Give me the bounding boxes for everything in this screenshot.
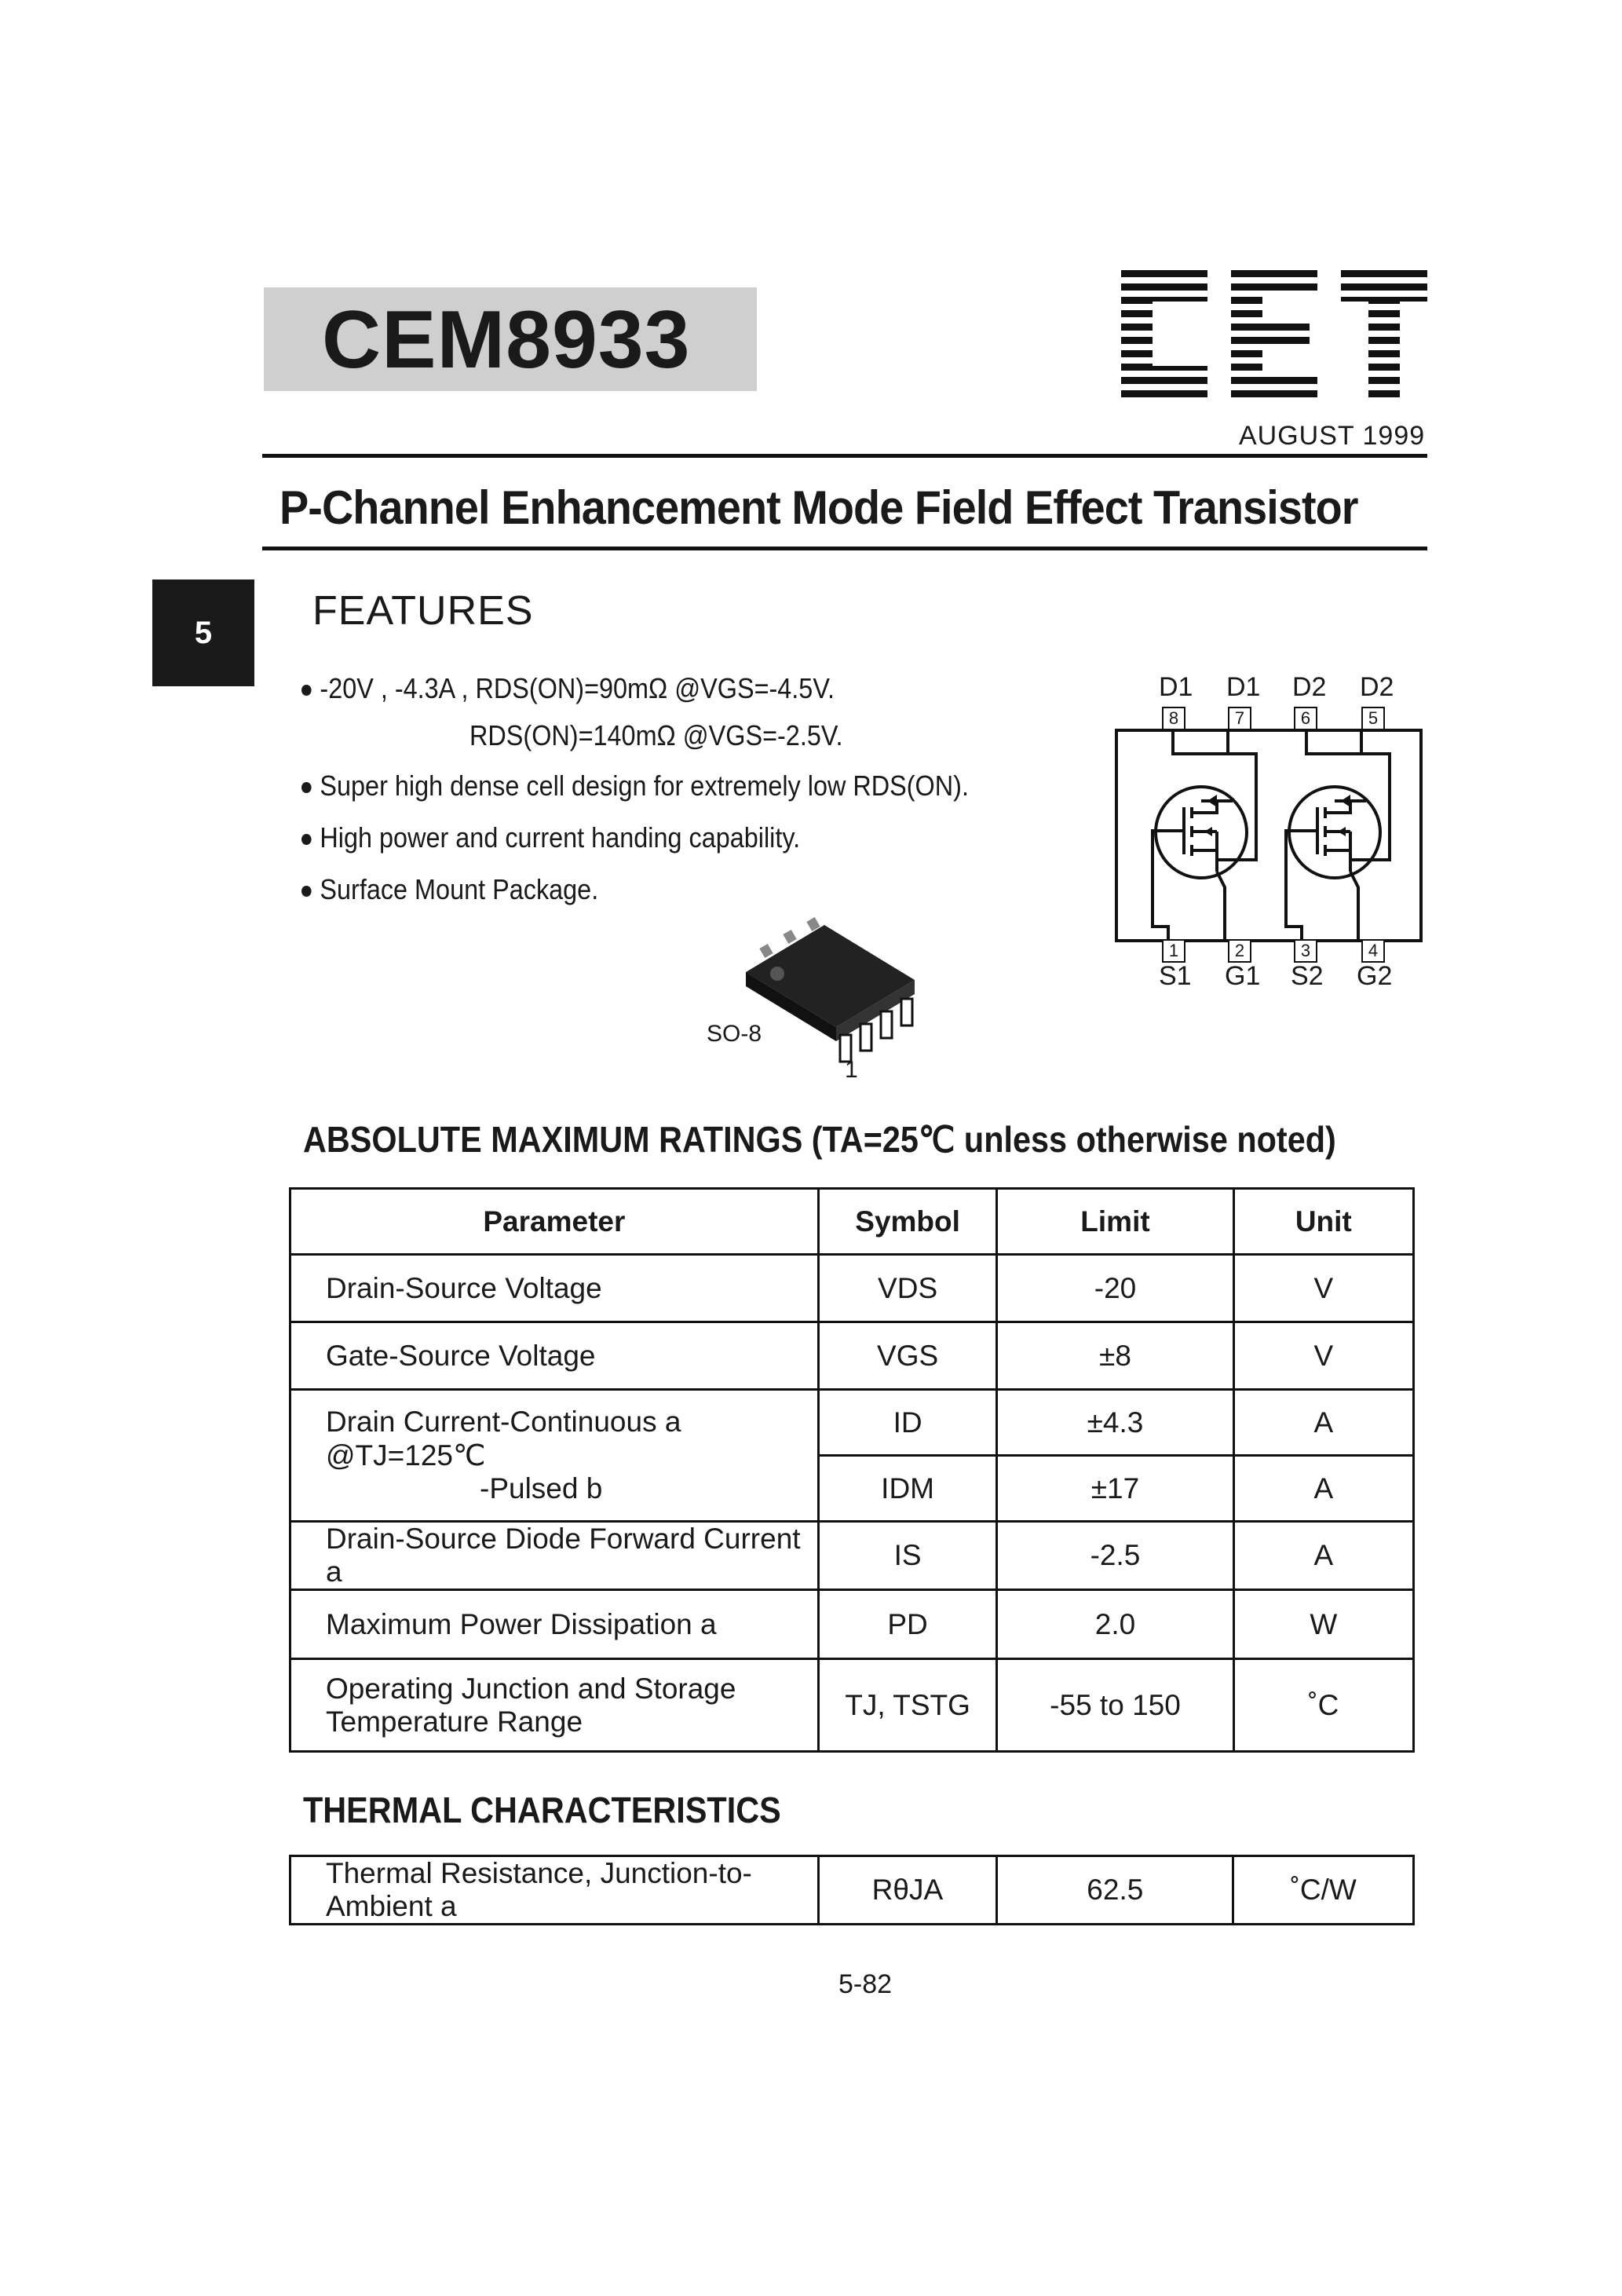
page-number: 5-82	[838, 1969, 893, 1999]
unit-cell: A	[1233, 1456, 1413, 1522]
document-title: P-Channel Enhancement Mode Field Effect Transistor	[279, 481, 1358, 534]
pin-label-d2: D2	[1360, 672, 1394, 702]
part-number: CEM8933	[322, 294, 691, 386]
pin-number: 6	[1294, 707, 1317, 730]
so8-package-icon	[730, 917, 934, 1074]
limit-cell: ±17	[997, 1456, 1233, 1522]
table-row	[290, 1856, 1414, 1925]
table-header-row	[290, 1189, 1414, 1255]
feature-item-1b: RDS(ON)=140mΩ @VGS=-2.5V.	[469, 719, 843, 751]
ratings-heading: ABSOLUTE MAXIMUM RATINGS (TA=25℃ unless otherwise noted)	[303, 1119, 1336, 1160]
parameter-cell: Gate-Source Voltage	[290, 1322, 819, 1390]
pin-label-g2: G2	[1357, 961, 1393, 991]
pin-label-d1: D1	[1226, 672, 1261, 702]
thermal-table	[289, 1855, 1415, 1925]
bullet-icon	[301, 834, 312, 845]
column-header: Parameter	[290, 1189, 819, 1255]
parameter-line: -Pulsed b	[480, 1472, 603, 1504]
parameter-cell	[290, 1390, 819, 1522]
parameter-cell	[290, 1659, 819, 1752]
feature-item-2	[301, 770, 969, 803]
unit-cell: A	[1233, 1390, 1413, 1456]
limit-cell: ±8	[997, 1322, 1233, 1390]
pin-label-s2: S2	[1291, 961, 1324, 991]
column-header: Unit	[1233, 1189, 1413, 1255]
pin-number: 5	[1361, 707, 1385, 730]
limit-cell: -2.5	[997, 1522, 1233, 1590]
limit-cell: -55 to 150	[997, 1659, 1233, 1752]
parameter-cell: Maximum Power Dissipation a	[290, 1590, 819, 1659]
feature-text: -20V , -4.3A , RDS(ON)=90mΩ @VGS=-4.5V.	[320, 672, 835, 704]
unit-cell: V	[1233, 1322, 1413, 1390]
parameter-cell: Drain-Source Voltage	[290, 1255, 819, 1322]
feature-text: High power and current handing capability.	[320, 821, 801, 854]
pin-number: 8	[1162, 707, 1185, 730]
table-row	[290, 1659, 1414, 1752]
thermal-heading: THERMAL CHARACTERISTICS	[303, 1790, 781, 1830]
column-header: Limit	[997, 1189, 1233, 1255]
column-header: Symbol	[818, 1189, 997, 1255]
parameter-cell: Drain-Source Diode Forward Current a	[290, 1522, 819, 1590]
pin-number: 4	[1361, 939, 1385, 963]
parameter-line: Temperature Range	[326, 1705, 583, 1738]
parameter-line: Operating Junction and Storage	[326, 1672, 736, 1705]
pin-label-d2: D2	[1292, 672, 1327, 702]
limit-cell: ±4.3	[997, 1390, 1233, 1456]
pin-label-g1: G1	[1225, 961, 1261, 991]
header-rule-top	[262, 454, 1427, 458]
unit-cell: ˚C	[1233, 1659, 1413, 1752]
ratings-table	[289, 1187, 1415, 1753]
pin-number: 7	[1228, 707, 1251, 730]
symbol-cell: VDS	[818, 1255, 997, 1322]
bullet-icon	[301, 782, 312, 793]
header-rule-bottom	[262, 547, 1427, 550]
features-heading: FEATURES	[312, 588, 534, 634]
limit-cell: 2.0	[997, 1590, 1233, 1659]
pin-number: 2	[1228, 939, 1251, 963]
date: AUGUST 1999	[1239, 421, 1426, 451]
pinout-schematic-icon	[1107, 722, 1429, 950]
company-logo	[1121, 270, 1427, 397]
symbol-cell: IDM	[818, 1456, 997, 1522]
feature-text: Super high dense cell design for extremely low RDS(ON).	[320, 770, 969, 802]
unit-cell: W	[1233, 1590, 1413, 1659]
limit-cell: 62.5	[997, 1856, 1233, 1925]
bullet-icon	[301, 685, 312, 696]
symbol-cell: IS	[818, 1522, 997, 1590]
symbol-cell: VGS	[818, 1322, 997, 1390]
table-row	[290, 1322, 1414, 1390]
feature-text: Surface Mount Package.	[320, 873, 599, 905]
symbol-cell: PD	[818, 1590, 997, 1659]
limit-cell: -20	[997, 1255, 1233, 1322]
symbol-cell: ID	[818, 1390, 997, 1456]
parameter-cell: Thermal Resistance, Junction-to-Ambient a	[290, 1856, 819, 1925]
unit-cell: A	[1233, 1522, 1413, 1590]
unit-cell: V	[1233, 1255, 1413, 1322]
table-row	[290, 1390, 1414, 1456]
feature-item-3	[301, 821, 800, 854]
unit-cell: ˚C/W	[1233, 1856, 1414, 1925]
pin-number: 3	[1294, 939, 1317, 963]
parameter-line: Drain Current-Continuous a @TJ=125℃	[326, 1406, 681, 1472]
package-pin-one-label: 1	[845, 1057, 858, 1083]
feature-item-1	[301, 672, 835, 705]
table-row	[290, 1522, 1414, 1590]
symbol-cell: RθJA	[818, 1856, 997, 1925]
feature-item-4	[301, 873, 598, 906]
pin-number: 1	[1162, 939, 1185, 963]
symbol-cell: TJ, TSTG	[818, 1659, 997, 1752]
package-label: SO-8	[707, 1021, 762, 1047]
bullet-icon	[301, 886, 312, 897]
pin-label-d1: D1	[1159, 672, 1193, 702]
section-tab: 5	[152, 579, 254, 686]
table-row	[290, 1590, 1414, 1659]
pin-label-s1: S1	[1159, 961, 1192, 991]
table-row	[290, 1255, 1414, 1322]
